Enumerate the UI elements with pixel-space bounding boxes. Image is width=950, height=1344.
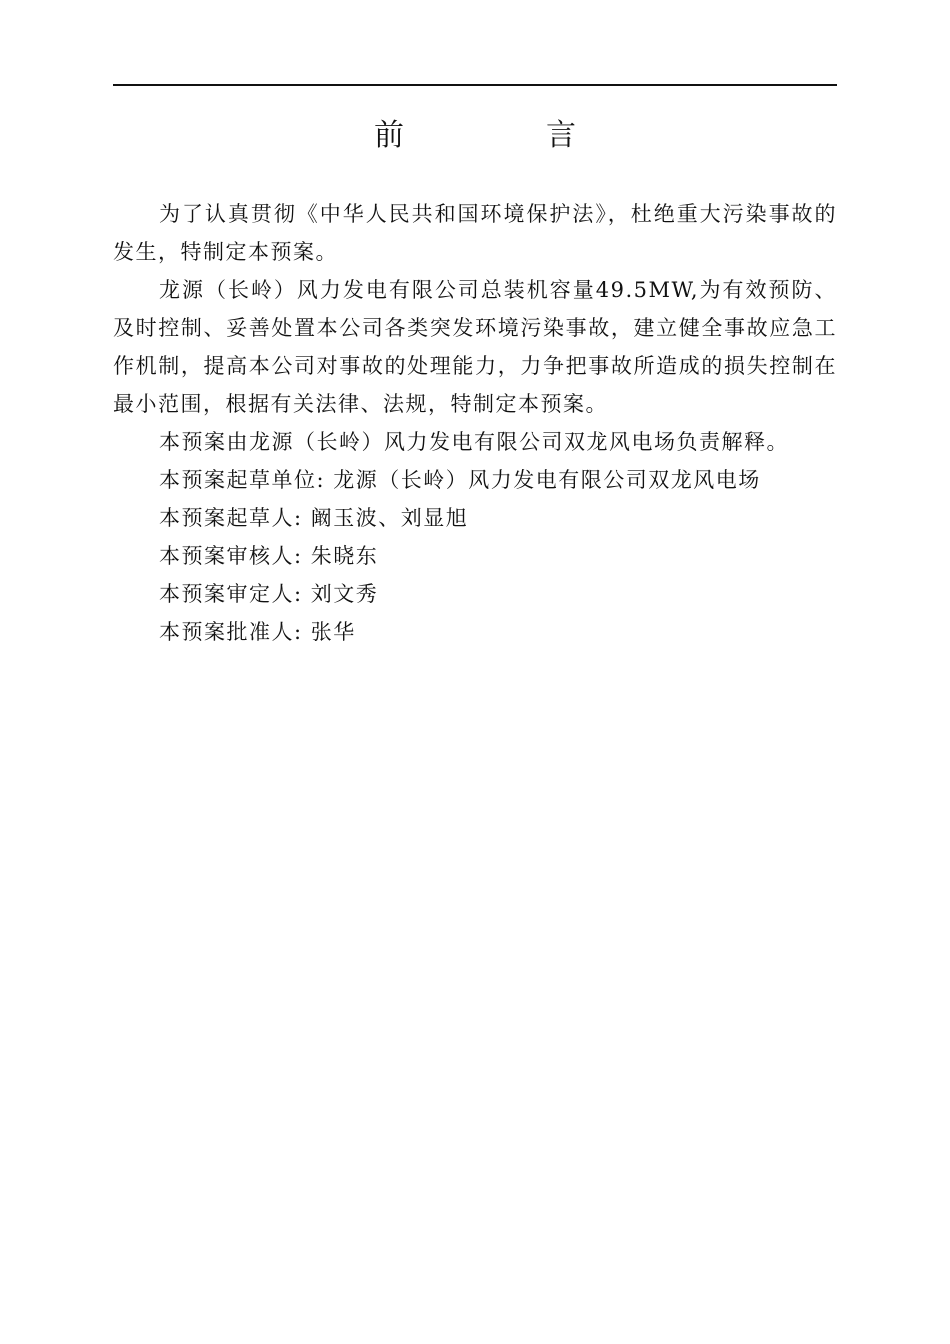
- reviewer-line: 本预案审核人: 朱晓东: [159, 544, 379, 568]
- authorizer-line: 本预案批准人: 张华: [159, 620, 356, 644]
- document-body: [113, 195, 837, 651]
- approver-line: 本预案审定人: 刘文秀: [159, 582, 379, 606]
- header-rule: [113, 84, 837, 86]
- paragraph-scope: 龙源（长岭）风力发电有限公司总装机容量49.5MW,为有效预防、及时控制、妥善处置本公司各类突发环境污染事故，建立健全事故应急工作机制，提高本公司对事故的处理能力，力争把事故所造成的损失控制在最小范围，根据有关法律、法规，特制定本预案。: [113, 278, 837, 416]
- drafter-line: 本预案起草人: 阚玉波、刘显旭: [159, 506, 469, 530]
- paragraph-interpretation: 本预案由龙源（长岭）风力发电有限公司双龙风电场负责解释。: [159, 430, 789, 454]
- drafting-unit-line: 本预案起草单位: 龙源（长岭）风力发电有限公司双龙风电场: [159, 468, 761, 492]
- paragraph-purpose: 为了认真贯彻《中华人民共和国环境保护法》，杜绝重大污染事故的发生，特制定本预案。: [113, 202, 837, 264]
- page-title: 前 言: [374, 118, 632, 153]
